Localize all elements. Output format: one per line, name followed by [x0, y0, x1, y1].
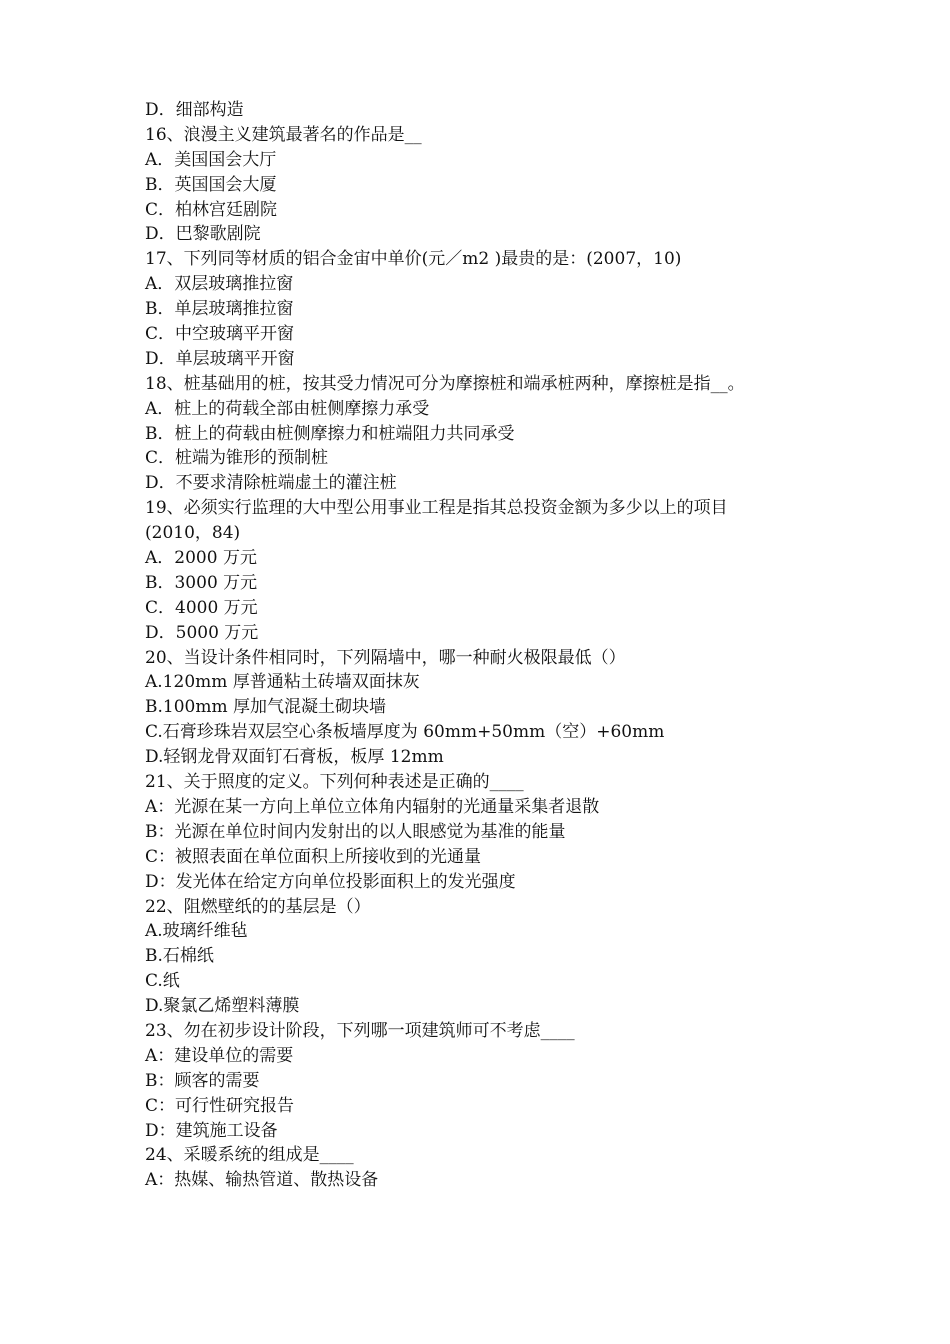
- option-a-line: A：光源在某一方向上单位立体角内辐射的光通量采集者退散: [145, 796, 600, 817]
- option-b-line: B．单层玻璃推拉窗: [145, 299, 294, 320]
- question-18: 18、桩基础用的桩，按其受力情况可分为摩擦桩和端承桩两种，摩擦桩是指__。: [145, 373, 745, 394]
- option-b-line: B：光源在单位时间内发射出的以人眼感觉为基准的能量: [145, 821, 566, 842]
- option-b-line: B.石棉纸: [145, 946, 214, 967]
- option-d-line: D.轻钢龙骨双面钉石膏板，板厚 12mm: [145, 747, 444, 768]
- option-d-line: D.聚氯乙烯塑料薄膜: [145, 996, 300, 1017]
- option-a-line: A：热媒、输热管道、散热设备: [145, 1170, 379, 1191]
- option-c-line: C．中空玻璃平开窗: [145, 324, 295, 345]
- option-a-line: A．桩上的荷载全部由桩侧摩擦力承受: [145, 398, 430, 419]
- document-body: [145, 98, 845, 1193]
- option-b-line: B．桩上的荷载由桩侧摩擦力和桩端阻力共同承受: [145, 423, 515, 444]
- option-b-line: B：顾客的需要: [145, 1070, 260, 1091]
- option-d-line: D．5000 万元: [145, 622, 259, 643]
- option-a-line: A．2000 万元: [145, 548, 257, 569]
- option-c-line: C.纸: [145, 971, 180, 992]
- option-c-line: C：可行性研究报告: [145, 1095, 295, 1116]
- question-19: 19、必须实行监理的大中型公用事业工程是指其总投资金额为多少以上的项目: [145, 498, 728, 519]
- question-21: 21、关于照度的定义。下列何种表述是正确的____: [145, 772, 524, 793]
- option-b-line: B．3000 万元: [145, 572, 258, 593]
- question-17: 17、下列同等材质的铝合金宙中单价(元／m2 )最贵的是：(2007，10): [145, 249, 682, 270]
- option-d-line: D：建筑施工设备: [145, 1120, 278, 1141]
- option-d-line: D．细部构造: [145, 100, 244, 120]
- option-c-line: C．柏林宫廷剧院: [145, 199, 278, 220]
- option-a-line: A.120mm 厚普通粘土砖墙双面抹灰: [145, 672, 420, 693]
- option-a-line: A.玻璃纤维毡: [145, 921, 248, 942]
- question-23: 23、勿在初步设计阶段，下列哪一项建筑师可不考虑____: [145, 1020, 575, 1041]
- option-c-line: C．桩端为锥形的预制桩: [145, 448, 329, 469]
- question-16: 16、浪漫主义建筑最著名的作品是__: [145, 124, 422, 145]
- option-c-line: C.石膏珍珠岩双层空心条板墙厚度为 60mm+50mm（空）+60mm: [145, 722, 665, 743]
- option-a-line: A．双层玻璃推拉窗: [145, 274, 294, 295]
- option-d-line: D：发光体在给定方向单位投影面积上的发光强度: [145, 871, 516, 892]
- option-a-line: A．美国国会大厅: [145, 149, 277, 170]
- question-22: 22、阻燃壁纸的的基层是（）: [145, 896, 371, 917]
- question-20: 20、当设计条件相同时，下列隔墙中，哪一种耐火极限最低（）: [145, 647, 626, 668]
- option-c-line: C：被照表面在单位面积上所接收到的光通量: [145, 846, 482, 867]
- option-d-line: D．单层玻璃平开窗: [145, 348, 295, 369]
- option-a-line: A：建设单位的需要: [145, 1045, 294, 1066]
- option-d-line: D．巴黎歌剧院: [145, 224, 261, 245]
- question-24: 24、采暖系统的组成是____: [145, 1145, 354, 1166]
- option-d-line: D．不要求清除桩端虚土的灌注桩: [145, 473, 397, 494]
- option-b-line: B．英国国会大厦: [145, 174, 277, 195]
- option-c-line: C．4000 万元: [145, 597, 258, 618]
- option-b-line: B.100mm 厚加气混凝土砌块墙: [145, 697, 386, 718]
- question-19-continued: (2010，84): [145, 523, 241, 544]
